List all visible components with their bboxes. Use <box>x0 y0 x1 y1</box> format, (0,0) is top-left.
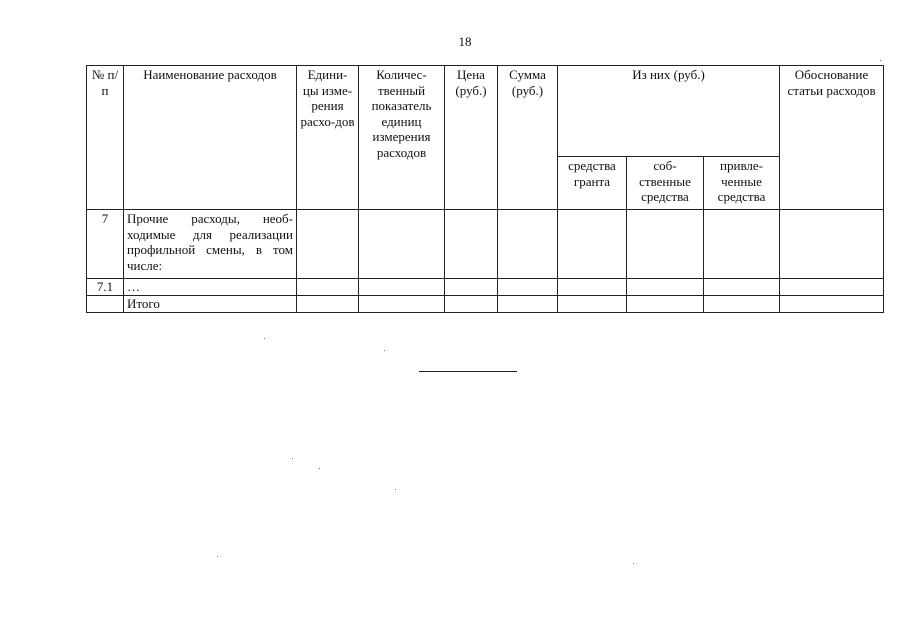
row-name: Прочие расходы, необ-ходимые для реализации профильной смены, в том числе: <box>124 210 297 279</box>
cell-attracted <box>704 210 780 279</box>
cell-price <box>445 279 498 296</box>
cell-grant <box>558 279 627 296</box>
scan-speck <box>633 563 634 564</box>
header-grant: средства гранта <box>558 157 627 210</box>
page-number: 18 <box>458 34 472 49</box>
scan-speck <box>264 338 265 339</box>
cell-sum <box>498 210 558 279</box>
cell-price <box>445 296 498 313</box>
header-sum: Сумма (руб.) <box>498 66 558 210</box>
header-row <box>87 66 884 157</box>
cell-own <box>627 296 704 313</box>
header-own: соб-ственные средства <box>627 157 704 210</box>
cell-qty <box>359 279 445 296</box>
row-name: Итого <box>124 296 297 313</box>
header-num: № п/п <box>87 66 124 210</box>
cell-unit <box>297 210 359 279</box>
cell-unit <box>297 279 359 296</box>
cell-grant <box>558 210 627 279</box>
header-attracted: привле-ченные средства <box>704 157 780 210</box>
cell-own <box>627 279 704 296</box>
cell-price <box>445 210 498 279</box>
cell-unit <box>297 296 359 313</box>
cell-qty <box>359 210 445 279</box>
scan-speck <box>217 556 218 557</box>
cell-qty <box>359 296 445 313</box>
header-price: Цена (руб.) <box>445 66 498 210</box>
cell-justification <box>780 279 884 296</box>
cell-attracted <box>704 296 780 313</box>
cell-justification <box>780 296 884 313</box>
row-num <box>87 296 124 313</box>
row-num: 7 <box>87 210 124 279</box>
header-unit: Едини-цы изме-рения расхо-дов <box>297 66 359 210</box>
header-of-which: Из них (руб.) <box>558 66 780 157</box>
cell-justification <box>780 210 884 279</box>
end-rule <box>419 371 517 372</box>
header-qty: Количес-твенный показатель единиц измерения расходов <box>359 66 445 210</box>
scan-speck <box>384 350 385 351</box>
cell-grant <box>558 296 627 313</box>
table-row <box>87 210 884 279</box>
cell-sum <box>498 279 558 296</box>
table-row <box>87 279 884 296</box>
header-justification: Обоснование статьи расходов <box>780 66 884 210</box>
header-name: Наименование расходов <box>124 66 297 210</box>
total-row <box>87 296 884 313</box>
cell-attracted <box>704 279 780 296</box>
scan-speck <box>395 489 396 490</box>
expense-table <box>86 65 884 313</box>
row-num: 7.1 <box>87 279 124 296</box>
scan-speck <box>292 458 293 459</box>
row-name: … <box>124 279 297 296</box>
cell-sum <box>498 296 558 313</box>
cell-own <box>627 210 704 279</box>
scan-speck <box>319 468 320 469</box>
scan-speck <box>880 60 881 61</box>
